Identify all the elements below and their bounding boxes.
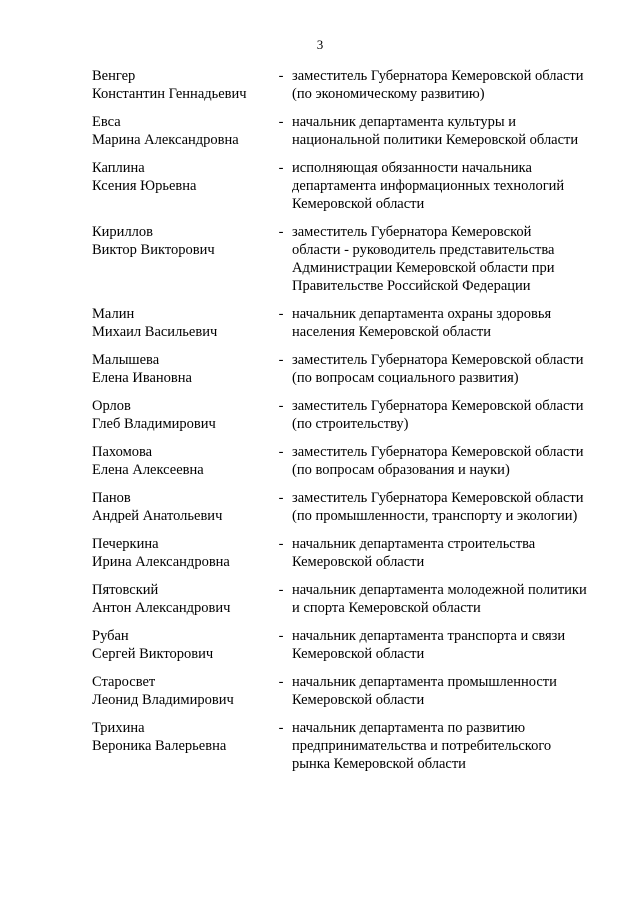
member-position: исполняющая обязанности начальника департамента информационных технологий Кемеровской области bbox=[292, 160, 565, 212]
member-row bbox=[92, 351, 612, 387]
member-name bbox=[92, 305, 270, 341]
member-surname: Евса bbox=[92, 114, 121, 130]
member-name bbox=[92, 397, 270, 433]
separator-dash: - bbox=[278, 720, 284, 736]
member-row bbox=[92, 719, 612, 773]
member-name bbox=[92, 581, 270, 617]
member-given-names: Ирина Александровна bbox=[92, 554, 230, 570]
member-position: начальник департамента промышленности Кемеровской области bbox=[292, 674, 557, 708]
member-position: начальник департамента транспорта и связи Кемеровской области bbox=[292, 628, 566, 662]
member-row bbox=[92, 397, 612, 433]
separator-dash: - bbox=[278, 582, 284, 598]
member-surname: Орлов bbox=[92, 398, 131, 414]
member-position: начальник департамента культуры и национальной политики Кемеровской области bbox=[292, 114, 579, 148]
member-row bbox=[92, 535, 612, 571]
member-name bbox=[92, 113, 270, 149]
member-row bbox=[92, 673, 612, 709]
member-given-names: Антон Александрович bbox=[92, 600, 231, 616]
separator-dash: - bbox=[278, 398, 284, 414]
member-position: заместитель Губернатора Кемеровской области (по вопросам образования и науки) bbox=[292, 444, 584, 478]
member-position: заместитель Губернатора Кемеровской области - руководитель представительства Администрации Кемеровской области при Правительстве Российской Федерации bbox=[292, 224, 555, 294]
member-position: заместитель Губернатора Кемеровской области (по вопросам социального развития) bbox=[292, 352, 584, 386]
member-name bbox=[92, 489, 270, 525]
member-given-names: Виктор Викторович bbox=[92, 242, 215, 258]
member-surname: Пахомова bbox=[92, 444, 153, 460]
member-surname: Панов bbox=[92, 490, 131, 506]
member-given-names: Марина Александровна bbox=[92, 132, 239, 148]
member-row bbox=[92, 627, 612, 663]
member-given-names: Сергей Викторович bbox=[92, 646, 214, 662]
member-position: заместитель Губернатора Кемеровской области (по экономическому развитию) bbox=[292, 68, 584, 102]
member-list bbox=[92, 67, 612, 783]
member-position: начальник департамента по развитию предпринимательства и потребительского рынка Кемеровской области bbox=[292, 720, 552, 772]
member-surname: Трихина bbox=[92, 720, 145, 736]
separator-dash: - bbox=[278, 68, 284, 84]
member-row bbox=[92, 67, 612, 103]
member-row bbox=[92, 223, 612, 295]
member-name bbox=[92, 67, 270, 103]
member-row bbox=[92, 489, 612, 525]
member-position: начальник департамента строительства Кемеровской области bbox=[292, 536, 536, 570]
member-given-names: Константин Геннадьевич bbox=[92, 86, 247, 102]
separator-dash: - bbox=[278, 160, 284, 176]
member-name bbox=[92, 627, 270, 663]
member-given-names: Михаил Васильевич bbox=[92, 324, 218, 340]
member-row bbox=[92, 113, 612, 149]
member-given-names: Андрей Анатольевич bbox=[92, 508, 223, 524]
separator-dash: - bbox=[278, 674, 284, 690]
member-given-names: Ксения Юрьевна bbox=[92, 178, 197, 194]
member-surname: Рубан bbox=[92, 628, 129, 644]
member-surname: Венгер bbox=[92, 68, 136, 84]
member-position: заместитель Губернатора Кемеровской области (по строительству) bbox=[292, 398, 584, 432]
member-surname: Печеркина bbox=[92, 536, 159, 552]
separator-dash: - bbox=[278, 628, 284, 644]
member-surname: Малин bbox=[92, 306, 135, 322]
separator-dash: - bbox=[278, 306, 284, 322]
member-given-names: Елена Алексеевна bbox=[92, 462, 204, 478]
member-name bbox=[92, 719, 270, 755]
member-name bbox=[92, 673, 270, 709]
member-row bbox=[92, 581, 612, 617]
member-name bbox=[92, 223, 270, 259]
member-position: заместитель Губернатора Кемеровской области (по промышленности, транспорту и экологии) bbox=[292, 490, 584, 524]
member-surname: Малышева bbox=[92, 352, 160, 368]
separator-dash: - bbox=[278, 114, 284, 130]
member-position: начальник департамента охраны здоровья населения Кемеровской области bbox=[292, 306, 552, 340]
member-position: начальник департамента молодежной политики и спорта Кемеровской области bbox=[292, 582, 587, 616]
member-given-names: Леонид Владимирович bbox=[92, 692, 234, 708]
member-row bbox=[92, 443, 612, 479]
member-row bbox=[92, 305, 612, 341]
member-name bbox=[92, 535, 270, 571]
member-name bbox=[92, 443, 270, 479]
member-surname: Старосвет bbox=[92, 674, 156, 690]
member-row bbox=[92, 159, 612, 213]
member-given-names: Глеб Владимирович bbox=[92, 416, 216, 432]
separator-dash: - bbox=[278, 490, 284, 506]
member-name bbox=[92, 351, 270, 387]
page-number: 3 bbox=[316, 37, 324, 52]
separator-dash: - bbox=[278, 536, 284, 552]
member-surname: Кириллов bbox=[92, 224, 154, 240]
member-surname: Каплина bbox=[92, 160, 145, 176]
separator-dash: - bbox=[278, 224, 284, 240]
separator-dash: - bbox=[278, 444, 284, 460]
separator-dash: - bbox=[278, 352, 284, 368]
member-surname: Пятовский bbox=[92, 582, 159, 598]
member-given-names: Елена Ивановна bbox=[92, 370, 192, 386]
member-name bbox=[92, 159, 270, 195]
member-given-names: Вероника Валерьевна bbox=[92, 738, 227, 754]
